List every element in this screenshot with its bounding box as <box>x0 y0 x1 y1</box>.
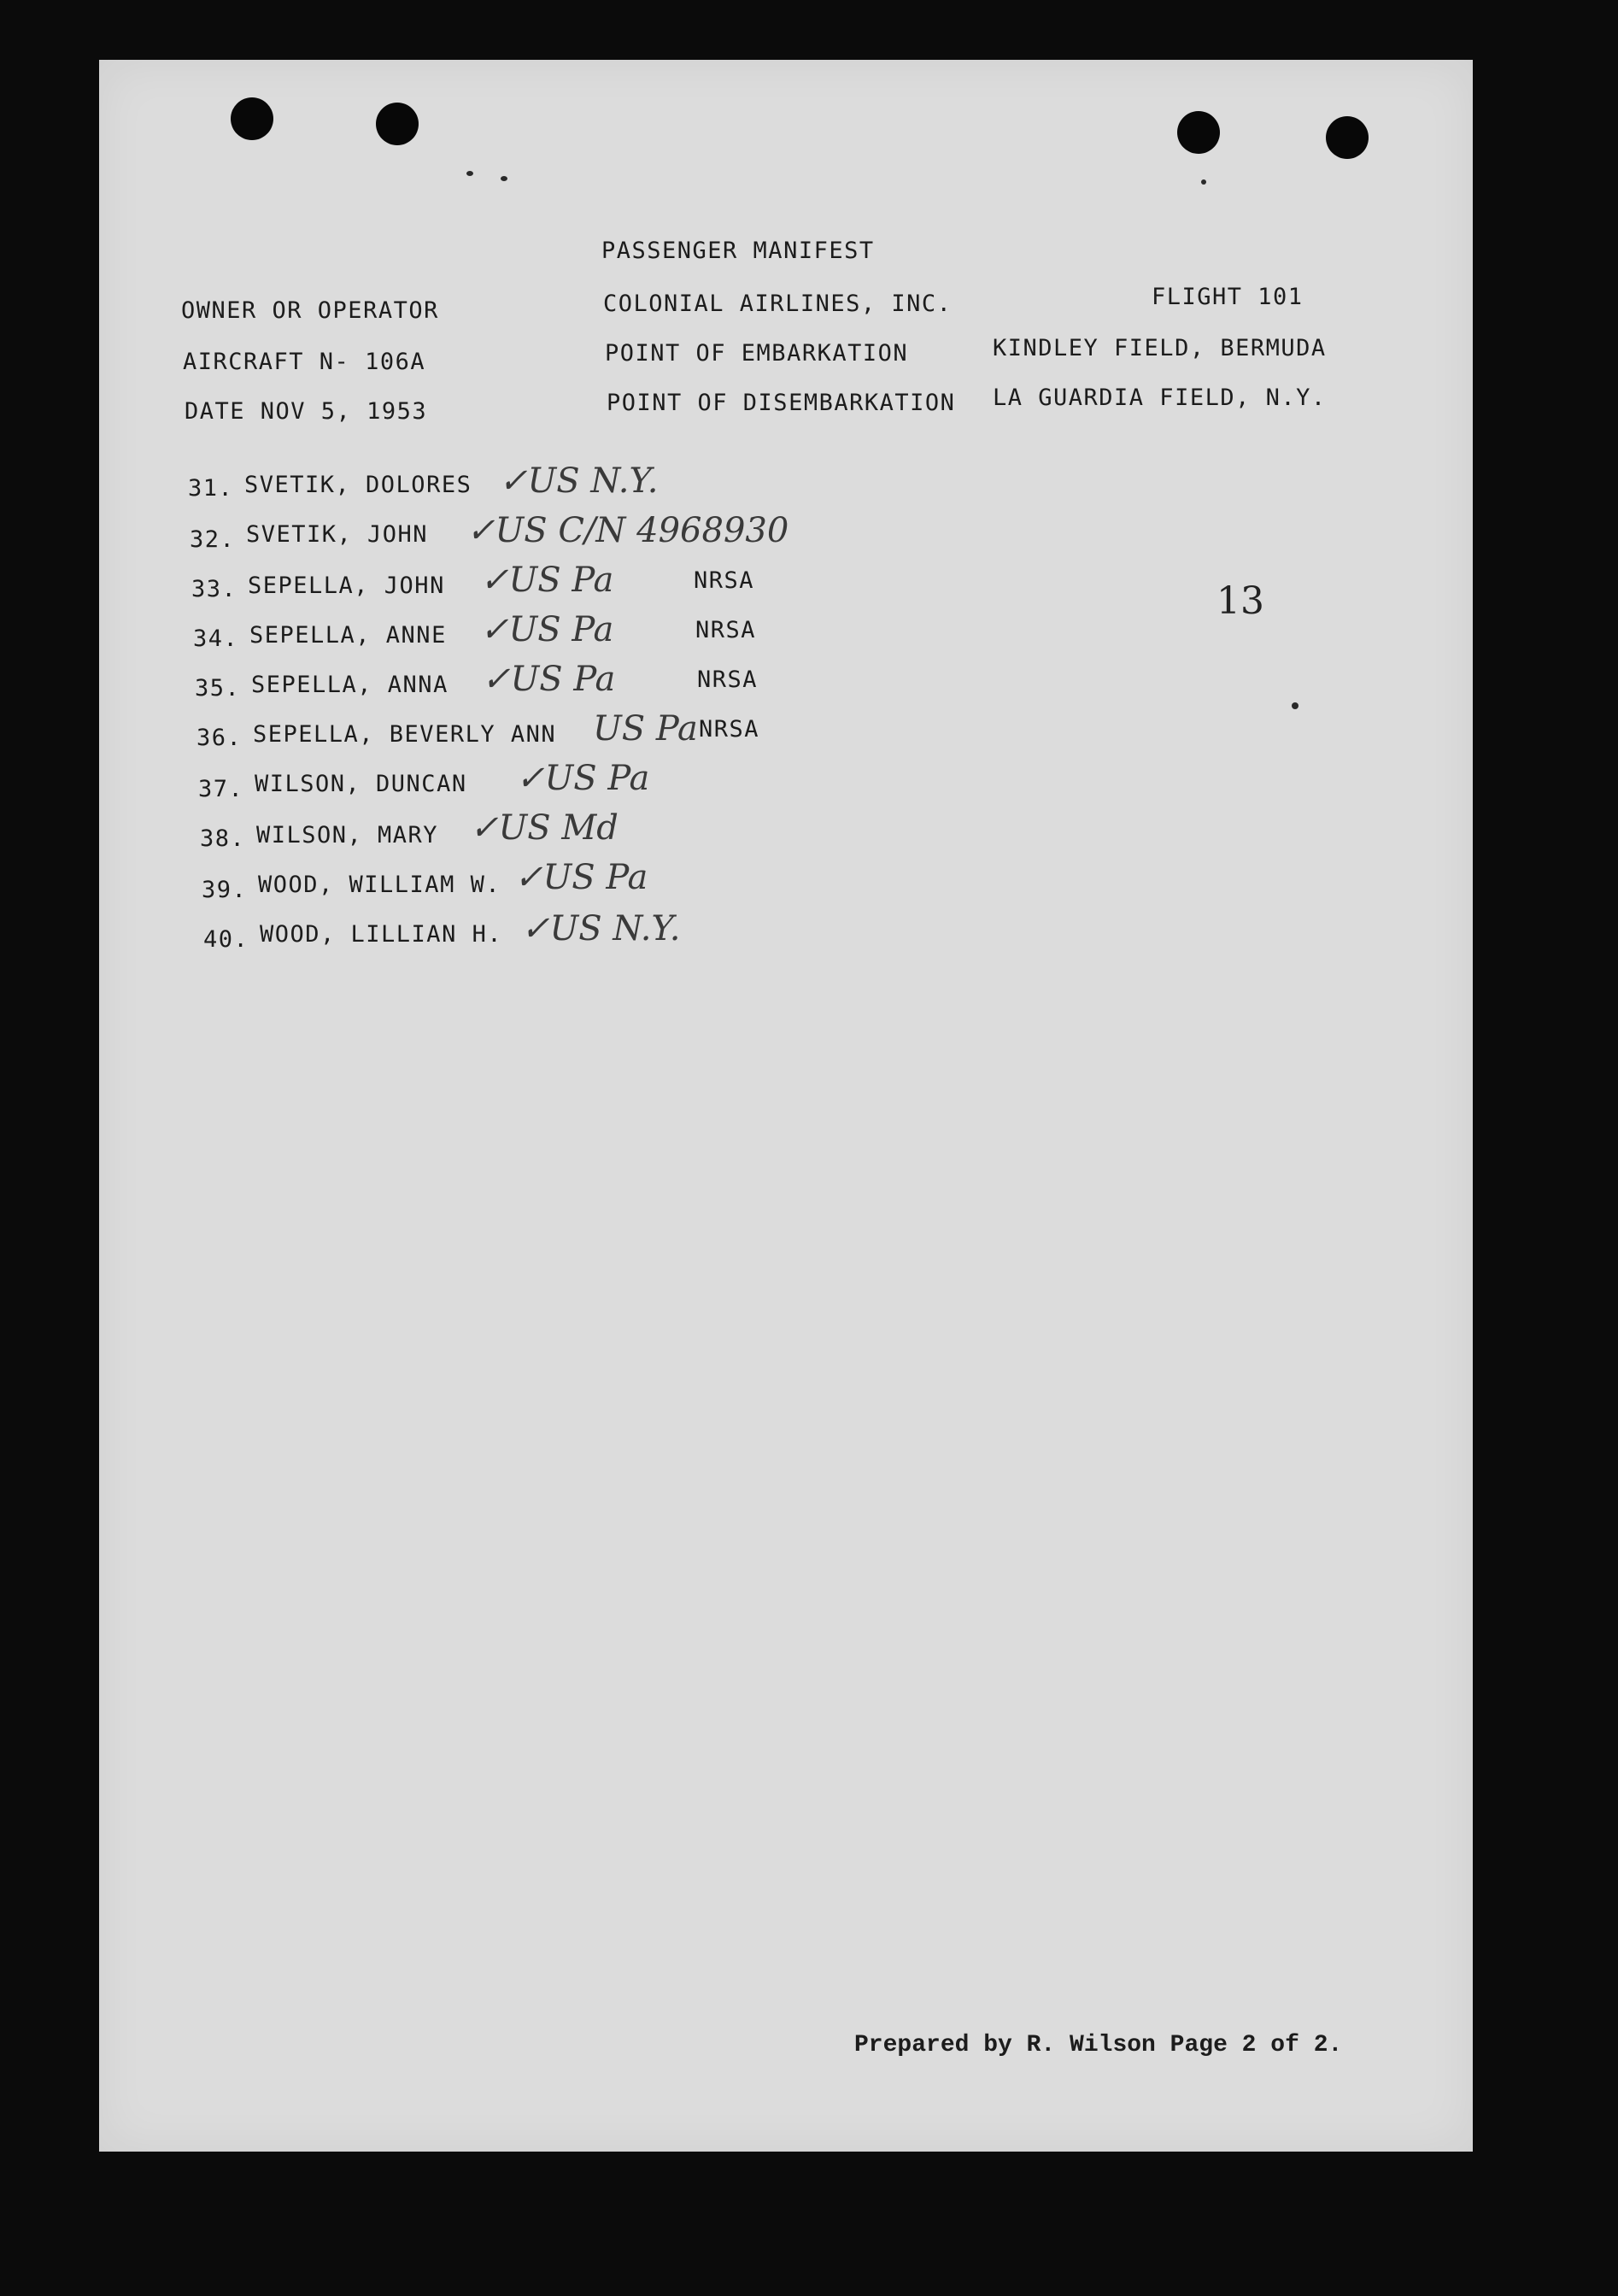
disembarkation-value: LA GUARDIA FIELD, N.Y. <box>993 385 1327 411</box>
handwritten-note: ✓US N.Y. <box>521 909 681 948</box>
passenger-name: SEPELLA, ANNE <box>249 622 447 649</box>
prepared-by-footer: Prepared by R. Wilson Page 2 of 2. <box>854 2032 1343 2058</box>
handwritten-note: ✓US Pa <box>480 610 614 649</box>
passenger-number: 31. <box>188 475 234 502</box>
embarkation-label: POINT OF EMBARKATION <box>605 340 909 367</box>
punch-hole <box>1326 116 1369 159</box>
flight-number: FLIGHT 101 <box>1152 284 1304 310</box>
passenger-number: 33. <box>191 576 237 602</box>
handwritten-note: ✓US Pa <box>516 759 650 798</box>
manifest-date: DATE NOV 5, 1953 <box>185 398 428 425</box>
dust-speck <box>1201 179 1206 185</box>
owner-label: OWNER OR OPERATOR <box>181 297 439 324</box>
handwritten-note: ✓US Md <box>470 808 618 848</box>
punch-hole <box>231 97 273 140</box>
passenger-name: WOOD, LILLIAN H. <box>260 921 503 948</box>
passenger-name: SEPELLA, JOHN <box>248 573 445 599</box>
passenger-name: WILSON, DUNCAN <box>255 771 467 797</box>
punch-hole <box>376 103 419 145</box>
passenger-name: SVETIK, DOLORES <box>244 472 472 498</box>
passenger-number: 34. <box>193 625 239 652</box>
passenger-name: SEPELLA, BEVERLY ANN <box>253 721 557 748</box>
passenger-number: 35. <box>195 675 241 702</box>
passenger-status: NRSA <box>694 567 755 594</box>
punch-hole <box>1177 111 1220 154</box>
dust-speck <box>1292 702 1299 709</box>
passenger-number: 38. <box>200 825 246 852</box>
handwritten-note: ✓US C/N 4968930 <box>466 511 789 550</box>
embarkation-value: KINDLEY FIELD, BERMUDA <box>993 335 1327 361</box>
dust-speck <box>466 171 473 176</box>
passenger-number: 32. <box>190 526 236 553</box>
passenger-number: 37. <box>198 776 244 802</box>
passenger-status: NRSA <box>699 716 760 743</box>
passenger-number: 40. <box>203 926 249 953</box>
passenger-name: SEPELLA, ANNA <box>251 672 448 698</box>
airline-name: COLONIAL AIRLINES, INC. <box>603 291 953 317</box>
disembarkation-label: POINT OF DISEMBARKATION <box>607 390 956 416</box>
passenger-name: WILSON, MARY <box>256 822 439 849</box>
aircraft-number: AIRCRAFT N- 106A <box>183 349 426 375</box>
page-stamp: 13 <box>1216 579 1264 623</box>
passenger-number: 39. <box>202 877 248 903</box>
manifest-title: PASSENGER MANIFEST <box>601 238 875 264</box>
passenger-status: NRSA <box>695 617 757 643</box>
handwritten-note: ✓US Pa <box>482 660 616 699</box>
dust-speck <box>501 176 507 181</box>
handwritten-note: ✓US N.Y. <box>499 461 659 501</box>
handwritten-note: US Pa <box>593 709 698 749</box>
passenger-number: 36. <box>196 725 243 751</box>
handwritten-note: ✓US Pa <box>514 858 648 897</box>
passenger-name: SVETIK, JOHN <box>246 521 429 548</box>
manifest-sheet <box>99 60 1473 2152</box>
passenger-status: NRSA <box>697 666 759 693</box>
passenger-name: WOOD, WILLIAM W. <box>258 872 501 898</box>
handwritten-note: ✓US Pa <box>480 561 614 600</box>
